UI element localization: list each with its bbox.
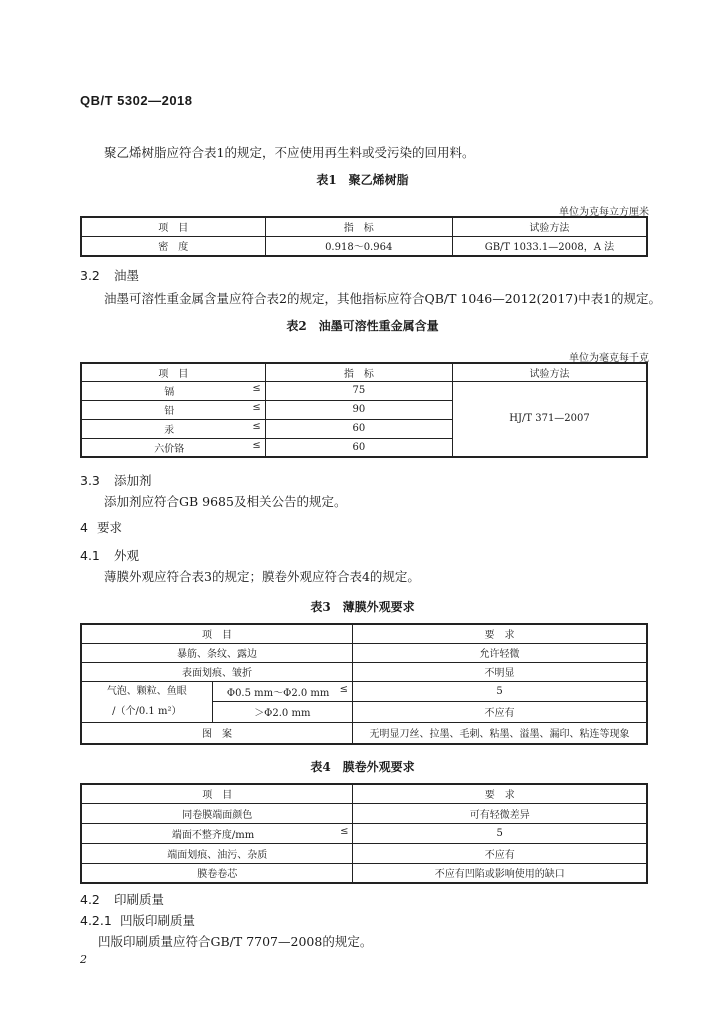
table4-caption: 表4 膜卷外观要求 bbox=[310, 760, 415, 774]
table2 bbox=[80, 362, 648, 458]
standard-number: QB/T 5302—2018 bbox=[80, 93, 193, 108]
table1-unit: 单位为克每立方厘米 bbox=[559, 207, 649, 218]
table3-big-range: ＞Φ2.0 mm bbox=[212, 702, 352, 723]
le-symbol: ≤ bbox=[252, 421, 261, 432]
intro-paragraph: 聚乙烯树脂应符合表1的规定，不应使用再生料或受污染的回用料。 bbox=[104, 145, 475, 160]
section-4-1-text: 薄膜外观应符合表3的规定；膜卷外观应符合表4的规定。 bbox=[104, 569, 420, 584]
le-symbol: ≤ bbox=[340, 825, 349, 837]
le-symbol: ≤ bbox=[252, 402, 261, 413]
section-4-2-title: 印刷质量 bbox=[114, 892, 165, 907]
section-4-1-heading bbox=[80, 546, 139, 564]
section-4-2-1-heading bbox=[80, 911, 195, 929]
table3-header-item: 项 目 bbox=[81, 624, 353, 643]
table1-header-value: 指 标 bbox=[265, 217, 452, 236]
table1-cell-value: 0.918～0.964 bbox=[265, 236, 452, 256]
item-label: 汞 bbox=[164, 425, 175, 436]
bubble-label-line1: 气泡、颗粒、鱼眼 bbox=[106, 685, 187, 697]
section-3-2-title: 油墨 bbox=[114, 268, 140, 283]
section-3-2-text: 油墨可溶性重金属含量应符合表2的规定，其他指标应符合QB/T 1046—2012(2017)中表1的规定。 bbox=[104, 291, 662, 306]
section-3-3-number: 3.3 bbox=[80, 473, 100, 488]
section-3-2-heading bbox=[80, 266, 139, 284]
le-symbol: ≤ bbox=[252, 439, 261, 451]
table2-method: HJ/T 371—2007 bbox=[453, 381, 647, 457]
table4-row-item bbox=[81, 823, 353, 843]
table1-caption: 表1 聚乙烯树脂 bbox=[316, 173, 409, 187]
table2-row-item bbox=[81, 400, 265, 419]
table4-row-req: 不应有凹陷或影响使用的缺口 bbox=[353, 863, 647, 883]
table2-row-item bbox=[81, 438, 265, 457]
table2-header-item: 项 目 bbox=[81, 363, 265, 381]
item-label: 端面不整齐度/mm bbox=[171, 829, 255, 841]
table3-pattern-item: 图 案 bbox=[81, 722, 353, 744]
table1-header-item: 项 目 bbox=[81, 217, 265, 236]
bubble-label-line2: /（个/0.1 m²） bbox=[112, 705, 182, 717]
table3-bubble-range bbox=[212, 681, 352, 702]
table4-header-item: 项 目 bbox=[81, 784, 353, 803]
table3-bubble-req: 5 bbox=[353, 681, 647, 702]
table2-row-value: 90 bbox=[265, 400, 452, 419]
section-4-number: 4 bbox=[80, 520, 88, 535]
section-4-heading bbox=[80, 518, 122, 536]
table1-cell-method: GB/T 1033.1—2008，A 法 bbox=[452, 236, 647, 256]
le-symbol: ≤ bbox=[339, 683, 349, 695]
section-3-3-text: 添加剂应符合GB 9685及相关公告的规定。 bbox=[104, 494, 347, 509]
table4-row-req: 不应有 bbox=[353, 843, 647, 863]
table1-header-method: 试验方法 bbox=[452, 217, 647, 236]
section-4-title: 要求 bbox=[97, 520, 123, 535]
table3-row-item: 暴筋、条纹、露边 bbox=[81, 643, 353, 662]
table2-unit: 单位为毫克每千克 bbox=[569, 353, 649, 364]
table4-row-item: 膜卷卷芯 bbox=[81, 863, 353, 883]
item-label: 镉 bbox=[164, 387, 175, 398]
section-3-3-title: 添加剂 bbox=[114, 473, 152, 488]
section-4-1-title: 外观 bbox=[114, 548, 140, 563]
item-label: 铅 bbox=[164, 406, 175, 417]
table2-row-value: 60 bbox=[265, 419, 452, 438]
table4-row-item: 端面划痕、油污、杂质 bbox=[81, 843, 353, 863]
item-label: 六价铬 bbox=[154, 443, 185, 455]
table2-header-method: 试验方法 bbox=[453, 363, 647, 381]
section-3-3-heading bbox=[80, 471, 152, 489]
table3-caption: 表3 薄膜外观要求 bbox=[310, 600, 415, 614]
table2-caption: 表2 油墨可溶性重金属含量 bbox=[286, 319, 439, 333]
table4 bbox=[80, 783, 648, 884]
section-4-2-1-text: 凹版印刷质量应符合GB/T 7707—2008的规定。 bbox=[98, 934, 373, 949]
table3-pattern-req: 无明显刀丝、拉墨、毛刺、粘墨、溢墨、漏印、粘连等现象 bbox=[353, 722, 647, 744]
table1-cell-item: 密 度 bbox=[81, 236, 265, 256]
table3 bbox=[80, 623, 648, 745]
table4-header-req: 要 求 bbox=[353, 784, 647, 803]
le-symbol: ≤ bbox=[252, 383, 261, 394]
section-4-1-number: 4.1 bbox=[80, 548, 100, 563]
table2-header-value: 指 标 bbox=[265, 363, 452, 381]
table3-row-req: 不明显 bbox=[353, 662, 647, 681]
table4-row-req: 可有轻微差异 bbox=[353, 803, 647, 823]
section-3-2-number: 3.2 bbox=[80, 268, 100, 283]
table2-row-item bbox=[81, 381, 265, 400]
table3-header-req: 要 求 bbox=[353, 624, 647, 643]
table4-row-req: 5 bbox=[353, 823, 647, 843]
table1 bbox=[80, 216, 648, 257]
table3-bubble-label bbox=[81, 681, 212, 722]
table3-row-req: 允许轻微 bbox=[353, 643, 647, 662]
table4-row-item: 同卷膜端面颜色 bbox=[81, 803, 353, 823]
table3-row-item: 表面划痕、皱折 bbox=[81, 662, 353, 681]
table3-big-req: 不应有 bbox=[353, 702, 647, 723]
range-label: Φ0.5 mm～Φ2.0 mm bbox=[226, 687, 330, 699]
table2-row-item bbox=[81, 419, 265, 438]
section-4-2-1-number: 4.2.1 bbox=[80, 913, 112, 928]
table2-row-value: 75 bbox=[265, 381, 452, 400]
page-number: 2 bbox=[80, 953, 87, 966]
section-4-2-number: 4.2 bbox=[80, 892, 100, 907]
section-4-2-1-title: 凹版印刷质量 bbox=[120, 913, 196, 928]
section-4-2-heading bbox=[80, 890, 164, 908]
table2-row-value: 60 bbox=[265, 438, 452, 457]
